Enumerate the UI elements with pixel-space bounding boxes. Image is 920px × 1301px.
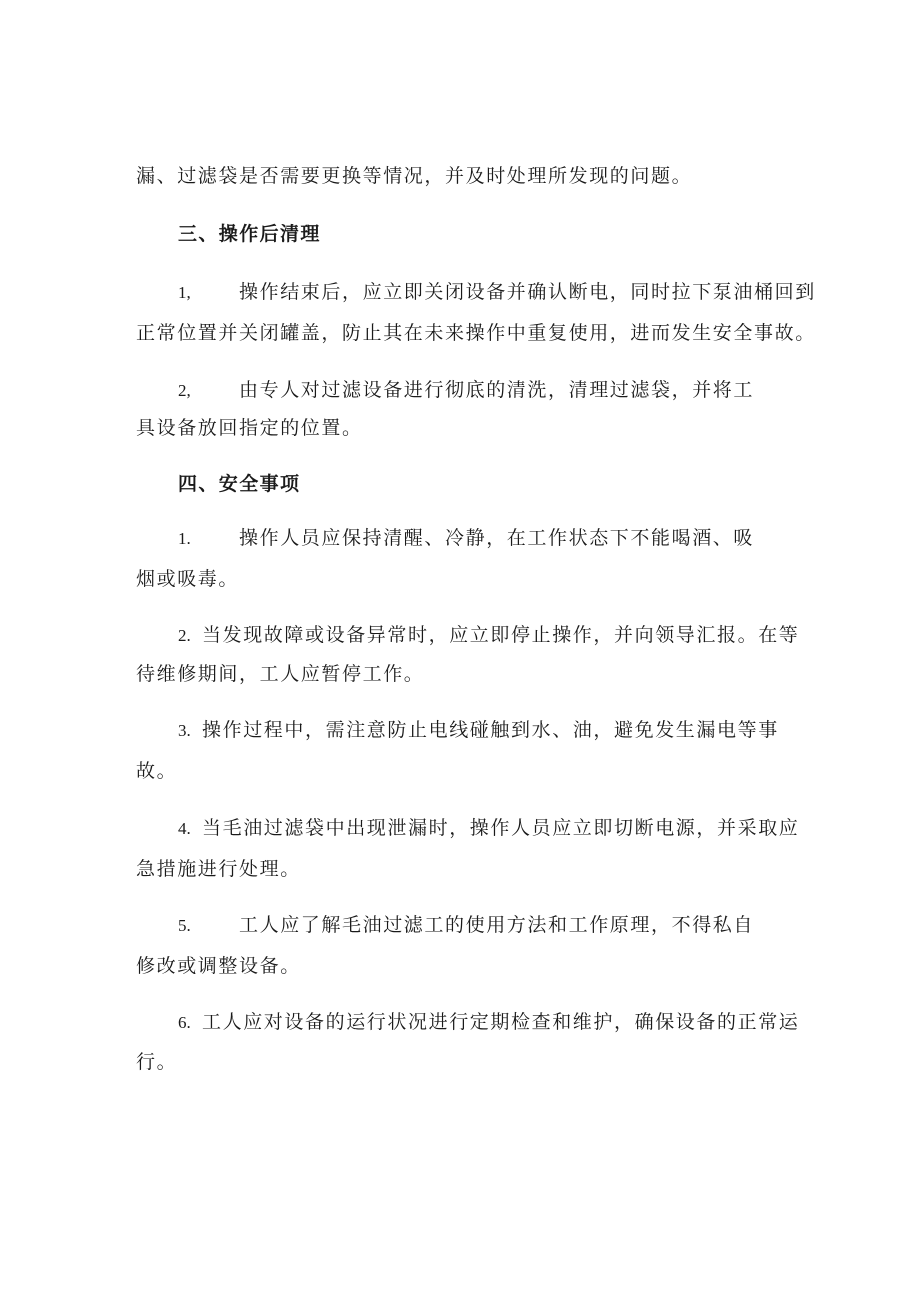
section-4-item-2-line-2: 待维修期间，工人应暂停工作。 <box>136 663 425 685</box>
item-number: 2, <box>178 381 191 400</box>
item-number: 1, <box>178 283 191 302</box>
item-text: 当发现故障或设备异常时，应立即停止操作，并向领导汇报。在等 <box>202 624 800 646</box>
section-4-item-3-line-1 <box>178 717 779 744</box>
section-4-item-5-line-2: 修改或调整设备。 <box>136 955 301 977</box>
item-text: 当毛油过滤袋中出现泄漏时，操作人员应立即切断电源，并采取应 <box>202 817 800 839</box>
item-text: 工人应了解毛油过滤工的使用方法和工作原理，不得私自 <box>239 914 755 936</box>
intro-line: 漏、过滤袋是否需要更换等情况，并及时处理所发现的问题。 <box>136 165 693 187</box>
section-3-item-1-line-1 <box>178 279 816 306</box>
section-3-item-1-line-2: 正常位置并关闭罐盖，防止其在未来操作中重复使用，进而发生安全事故。 <box>136 322 816 344</box>
item-text: 操作结束后，应立即关闭设备并确认断电，同时拉下泵油桶回到 <box>239 281 816 303</box>
section-4-item-2-line-1 <box>178 622 799 649</box>
item-number: 1. <box>178 529 191 548</box>
item-number: 6. <box>178 1013 191 1032</box>
section-4-item-3-line-2: 故。 <box>136 760 178 782</box>
item-number: 2. <box>178 626 191 645</box>
section-3-item-2-line-2: 具设备放回指定的位置。 <box>136 417 363 439</box>
section-4-item-6-line-1 <box>178 1009 799 1036</box>
section-4-item-4-line-1 <box>178 815 799 842</box>
section-3-heading: 三、操作后清理 <box>178 223 321 245</box>
item-text: 由专人对过滤设备进行彻底的清洗，清理过滤袋，并将工 <box>239 379 755 401</box>
item-text: 操作人员应保持清醒、冷静，在工作状态下不能喝酒、吸 <box>239 527 755 549</box>
section-4-item-1-line-2: 烟或吸毒。 <box>136 568 240 590</box>
item-number: 5. <box>178 916 191 935</box>
section-4-heading: 四、安全事项 <box>178 473 301 495</box>
item-number: 4. <box>178 819 191 838</box>
item-text: 工人应对设备的运行状况进行定期检查和维护，确保设备的正常运 <box>202 1011 800 1033</box>
section-4-item-4-line-2: 急措施进行处理。 <box>136 858 301 880</box>
section-3-item-2-line-1 <box>178 377 754 404</box>
section-4-item-5-line-1 <box>178 912 754 939</box>
item-text: 操作过程中，需注意防止电线碰触到水、油，避免发生漏电等事 <box>202 719 779 741</box>
item-number: 3. <box>178 721 191 740</box>
section-4-item-1-line-1 <box>178 525 754 552</box>
section-4-item-6-line-2: 行。 <box>136 1051 178 1073</box>
